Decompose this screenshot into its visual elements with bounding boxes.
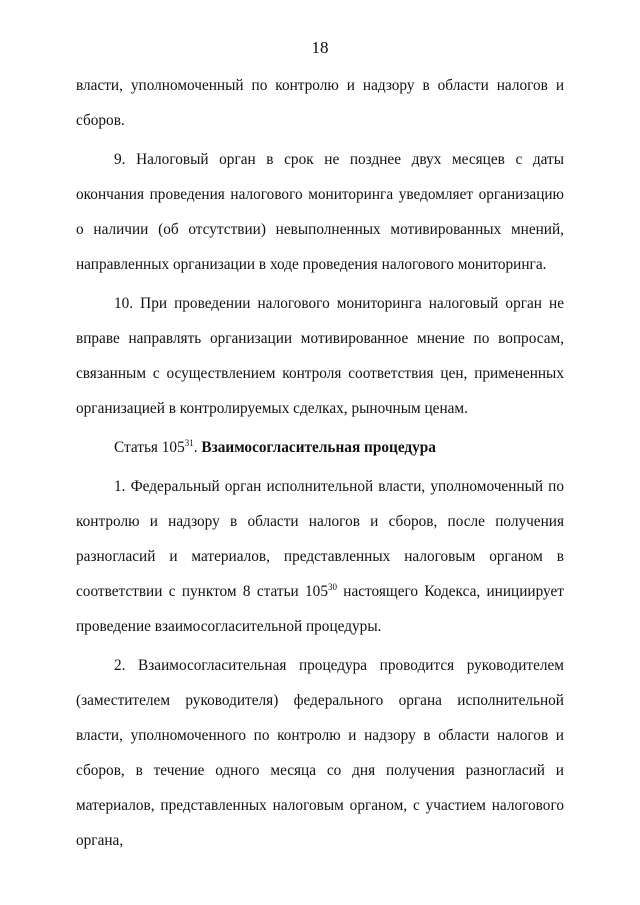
paragraph-continuation: власти, уполномоченный по контролю и надзору в области налогов и сборов. — [76, 77, 564, 129]
document-body — [76, 68, 564, 858]
article-paragraph-1-text: 1. Федеральный орган исполнительной власти, уполномоченный по контролю и надзору в области налогов и сборов, после получения разногласий и материалов, представленных налоговым органом в соответствии с пунктом 8 статьи 105 — [76, 478, 564, 600]
paragraph-9: 9. Налоговый орган в срок не позднее двух месяцев с даты окончания проведения налогового мониторинга уведомляет организацию о наличии (об отсутствии) невыполненных мотивированных мнений, направленных организации в ходе проведения налогового мониторинга. — [76, 151, 564, 273]
article-prefix: Статья 105 — [114, 439, 185, 456]
article-title: Взаимосогласительная процедура — [201, 439, 436, 456]
paragraph-10: 10. При проведении налогового мониторинга налоговый орган не вправе направлять организации мотивированное мнение по вопросам, связанным с осуществлением контроля соответствия цен, примененных организацией в контролируемых сделках, рыночным ценам. — [76, 295, 564, 417]
article-paragraph-1 — [76, 469, 564, 644]
article-paragraph-2: 2. Взаимосогласительная процедура проводится руководителем (заместителем руководителя) федерального органа исполнительной власти, уполномоченного по контролю и надзору в области налогов и сборов, в течение одного месяца со дня получения разногласий и материалов, представленных налоговым органом, с участием налогового органа, — [76, 657, 564, 849]
article-superscript: 31 — [184, 437, 194, 448]
article-reference-superscript: 30 — [327, 581, 337, 592]
page-number: 18 — [311, 38, 329, 57]
article-separator: . — [193, 439, 202, 456]
article-heading — [76, 430, 564, 465]
article-paragraph-1-tail: настоящего Кодекса, инициирует проведение взаимосогласительной процедуры. — [76, 583, 564, 635]
